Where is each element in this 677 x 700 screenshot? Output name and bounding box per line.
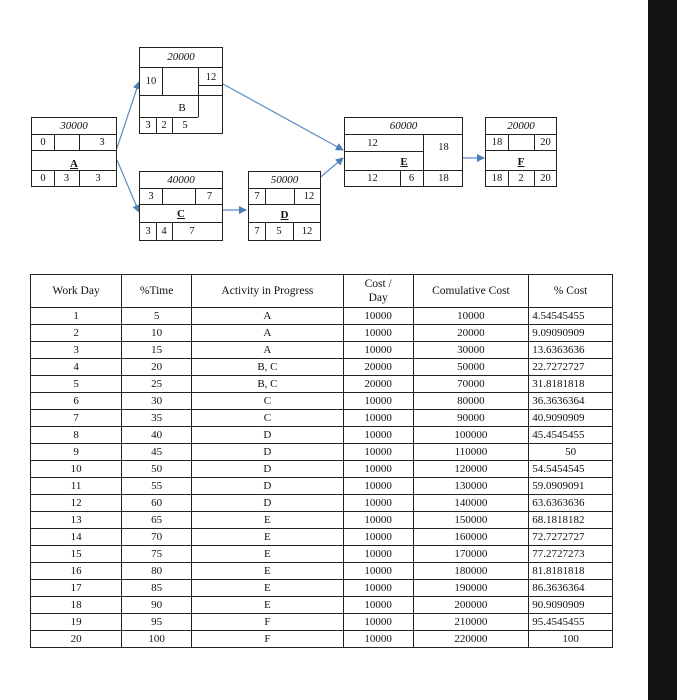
node-a-dur: 3	[63, 173, 70, 184]
cell-cumulative-cost: 150000	[413, 512, 529, 529]
cell-cumulative-cost: 80000	[413, 393, 529, 410]
node-b-dur: 2	[161, 120, 167, 131]
cell-pct-time: 65	[122, 512, 192, 529]
cell-activity: D	[192, 427, 344, 444]
cell-cost-day: 10000	[343, 444, 413, 461]
cell-cost-day: 10000	[343, 461, 413, 478]
cell-pct-time: 15	[122, 342, 192, 359]
table-row	[31, 376, 613, 393]
cell-cost-day: 10000	[343, 546, 413, 563]
node-f-ef: 20	[540, 137, 551, 148]
cell-work-day: 10	[31, 461, 122, 478]
cell-pct-time: 50	[122, 461, 192, 478]
node-e-lf: 18	[438, 173, 449, 184]
cell-cost-day: 10000	[343, 393, 413, 410]
cell-cost-day: 10000	[343, 580, 413, 597]
cell-cost-day: 10000	[343, 597, 413, 614]
node-d-es: 7	[254, 191, 260, 202]
cell-pct-cost: 100	[529, 631, 613, 648]
cell-pct-cost: 13.6363636	[529, 342, 613, 359]
cell-work-day: 19	[31, 614, 122, 631]
cell-pct-cost: 63.6363636	[529, 495, 613, 512]
node-d-ls: 7	[254, 226, 260, 237]
cell-activity: E	[192, 546, 344, 563]
cell-activity: F	[192, 614, 344, 631]
cell-activity: E	[192, 580, 344, 597]
cell-pct-time: 70	[122, 529, 192, 546]
node-a	[31, 117, 117, 187]
cell-activity: F	[192, 631, 344, 648]
cell-cumulative-cost: 190000	[413, 580, 529, 597]
cell-cumulative-cost: 200000	[413, 597, 529, 614]
cell-cost-day: 10000	[343, 512, 413, 529]
cell-work-day: 5	[31, 376, 122, 393]
cell-work-day: 11	[31, 478, 122, 495]
node-a-name: A	[70, 158, 78, 170]
cell-cumulative-cost: 120000	[413, 461, 529, 478]
cell-cost-day: 10000	[343, 427, 413, 444]
cell-work-day: 20	[31, 631, 122, 648]
node-f	[485, 117, 557, 187]
cell-cost-day: 10000	[343, 563, 413, 580]
table-row	[31, 410, 613, 427]
node-e	[344, 117, 463, 187]
node-a-lf: 3	[95, 173, 101, 184]
cell-cost-day: 10000	[343, 529, 413, 546]
cell-cumulative-cost: 130000	[413, 478, 529, 495]
cell-activity: E	[192, 563, 344, 580]
cell-cumulative-cost: 30000	[413, 342, 529, 359]
cell-pct-cost: 31.8181818	[529, 376, 613, 393]
node-c-ef: 7	[206, 191, 213, 202]
header-pct-cost: % Cost	[529, 275, 613, 308]
cell-pct-cost: 54.5454545	[529, 461, 613, 478]
header-activity: Activity in Progress	[192, 275, 344, 308]
table-row	[31, 359, 613, 376]
node-f-lf: 20	[540, 173, 551, 184]
node-d-name: D	[280, 209, 289, 221]
cell-pct-time: 5	[122, 308, 192, 325]
cell-work-day: 8	[31, 427, 122, 444]
cell-cost-day: 10000	[343, 495, 413, 512]
cell-pct-time: 10	[122, 325, 192, 342]
node-d-cost: 50000	[270, 174, 299, 186]
node-f-name: F	[517, 156, 525, 168]
node-d	[248, 171, 321, 241]
cell-pct-time: 90	[122, 597, 192, 614]
cell-pct-time: 40	[122, 427, 192, 444]
cell-activity: D	[192, 495, 344, 512]
cell-cumulative-cost: 180000	[413, 563, 529, 580]
cell-pct-cost: 68.1818182	[529, 512, 613, 529]
cell-pct-time: 95	[122, 614, 192, 631]
node-c-cost: 40000	[167, 174, 195, 186]
node-d-dur: 5	[276, 226, 282, 237]
cell-activity: E	[192, 529, 344, 546]
cell-pct-time: 100	[122, 631, 192, 648]
cell-cumulative-cost: 140000	[413, 495, 529, 512]
node-b-lf: 5	[182, 120, 188, 131]
dark-side-bar	[648, 0, 677, 700]
cell-work-day: 4	[31, 359, 122, 376]
cell-activity: C	[192, 393, 344, 410]
cell-pct-cost: 36.3636364	[529, 393, 613, 410]
cell-activity: A	[192, 325, 344, 342]
cell-pct-cost: 95.4545455	[529, 614, 613, 631]
cell-activity: A	[192, 308, 344, 325]
node-a-ef: 3	[99, 137, 105, 148]
cell-cost-day: 10000	[343, 614, 413, 631]
arrow-a-b	[117, 82, 139, 148]
cell-cumulative-cost: 160000	[413, 529, 529, 546]
header-cost-day: Cost / Day	[343, 275, 413, 308]
node-c	[139, 171, 223, 241]
cell-pct-cost: 90.9090909	[529, 597, 613, 614]
cell-work-day: 2	[31, 325, 122, 342]
node-c-es: 3	[148, 191, 154, 202]
cell-pct-time: 20	[122, 359, 192, 376]
cell-cumulative-cost: 100000	[413, 427, 529, 444]
table-row	[31, 427, 613, 444]
table-row	[31, 580, 613, 597]
header-work-day: Work Day	[31, 275, 122, 308]
node-c-dur: 4	[161, 226, 167, 237]
node-b	[139, 47, 223, 134]
cell-pct-cost: 50	[529, 444, 613, 461]
cell-work-day: 9	[31, 444, 122, 461]
cell-cost-day: 10000	[343, 342, 413, 359]
cell-cumulative-cost: 20000	[413, 325, 529, 342]
node-b-ef: 12	[205, 72, 217, 83]
node-b-ls: 3	[145, 120, 151, 131]
node-e-ef: 18	[438, 142, 449, 153]
cell-activity: E	[192, 512, 344, 529]
table-header-row	[31, 275, 613, 308]
cell-cost-day: 10000	[343, 631, 413, 648]
cell-pct-time: 80	[122, 563, 192, 580]
cell-work-day: 17	[31, 580, 122, 597]
cell-activity: B, C	[192, 376, 344, 393]
cell-cumulative-cost: 220000	[413, 631, 529, 648]
table-row	[31, 478, 613, 495]
cell-work-day: 13	[31, 512, 122, 529]
cell-activity: D	[192, 478, 344, 495]
cell-cumulative-cost: 110000	[413, 444, 529, 461]
cell-cost-day: 10000	[343, 410, 413, 427]
cell-pct-time: 75	[122, 546, 192, 563]
table-row	[31, 631, 613, 648]
node-c-name: C	[177, 208, 185, 220]
table-row	[31, 546, 613, 563]
cell-cumulative-cost: 10000	[413, 308, 529, 325]
cell-work-day: 6	[31, 393, 122, 410]
cell-pct-cost: 81.8181818	[529, 563, 613, 580]
node-f-dur: 2	[518, 173, 524, 184]
table-row	[31, 308, 613, 325]
cell-activity: B, C	[192, 359, 344, 376]
node-e-cost: 60000	[389, 120, 418, 132]
cost-schedule-table	[30, 274, 613, 648]
node-f-ls: 18	[491, 173, 503, 184]
node-a-es: 0	[40, 137, 46, 148]
table-row	[31, 563, 613, 580]
cell-work-day: 14	[31, 529, 122, 546]
arrow-b-e	[223, 84, 343, 150]
table-row	[31, 342, 613, 359]
node-e-es: 12	[367, 138, 378, 149]
cell-pct-cost: 40.9090909	[529, 410, 613, 427]
cell-pct-cost: 9.09090909	[529, 325, 613, 342]
node-a-cost: 30000	[60, 120, 88, 132]
cell-cost-day: 20000	[343, 359, 413, 376]
node-d-ef: 12	[303, 191, 315, 202]
cell-pct-cost: 72.7272727	[529, 529, 613, 546]
arrow-a-c	[117, 160, 139, 212]
table-row	[31, 597, 613, 614]
cell-pct-cost: 4.54545455	[529, 308, 613, 325]
cell-cumulative-cost: 210000	[413, 614, 529, 631]
cell-activity: A	[192, 342, 344, 359]
cell-pct-time: 35	[122, 410, 192, 427]
node-f-es: 18	[491, 137, 503, 148]
node-b-es: 10	[145, 76, 157, 87]
cell-pct-time: 30	[122, 393, 192, 410]
cell-pct-time: 55	[122, 478, 192, 495]
cell-work-day: 7	[31, 410, 122, 427]
node-b-name: B	[178, 102, 186, 114]
node-a-ls: 0	[40, 173, 46, 184]
table-row	[31, 444, 613, 461]
cell-pct-cost: 45.4545455	[529, 427, 613, 444]
table-row	[31, 325, 613, 342]
header-pct-time: %Time	[122, 275, 192, 308]
cell-cumulative-cost: 50000	[413, 359, 529, 376]
node-f-cost: 20000	[507, 120, 535, 132]
cell-cost-day: 10000	[343, 478, 413, 495]
header-cumulative-cost: Comulative Cost	[413, 275, 529, 308]
cell-pct-cost: 59.0909091	[529, 478, 613, 495]
node-c-lf: 7	[189, 226, 195, 237]
cell-pct-cost: 77.2727273	[529, 546, 613, 563]
cell-pct-cost: 86.3636364	[529, 580, 613, 597]
cell-work-day: 15	[31, 546, 122, 563]
cell-cost-day: 10000	[343, 308, 413, 325]
cell-activity: C	[192, 410, 344, 427]
table-row	[31, 461, 613, 478]
table-row	[31, 614, 613, 631]
cell-pct-time: 25	[122, 376, 192, 393]
cell-cost-day: 10000	[343, 325, 413, 342]
cell-work-day: 12	[31, 495, 122, 512]
cell-work-day: 3	[31, 342, 122, 359]
cell-pct-time: 45	[122, 444, 192, 461]
cell-activity: D	[192, 444, 344, 461]
cell-work-day: 1	[31, 308, 122, 325]
cell-cumulative-cost: 70000	[413, 376, 529, 393]
table-row	[31, 529, 613, 546]
table-row	[31, 512, 613, 529]
cell-work-day: 16	[31, 563, 122, 580]
cell-cumulative-cost: 90000	[413, 410, 529, 427]
cell-pct-cost: 22.7272727	[529, 359, 613, 376]
node-d-lf: 12	[301, 226, 313, 237]
node-e-dur: 6	[408, 173, 415, 184]
node-c-ls: 3	[145, 226, 151, 237]
cell-work-day: 18	[31, 597, 122, 614]
node-e-name: E	[400, 156, 408, 168]
cell-pct-time: 85	[122, 580, 192, 597]
node-b-cost: 20000	[167, 51, 195, 63]
cell-cumulative-cost: 170000	[413, 546, 529, 563]
table-row	[31, 495, 613, 512]
node-e-ls: 12	[367, 173, 378, 184]
cell-pct-time: 60	[122, 495, 192, 512]
cell-activity: E	[192, 597, 344, 614]
table-row	[31, 393, 613, 410]
cell-activity: D	[192, 461, 344, 478]
cell-cost-day: 20000	[343, 376, 413, 393]
